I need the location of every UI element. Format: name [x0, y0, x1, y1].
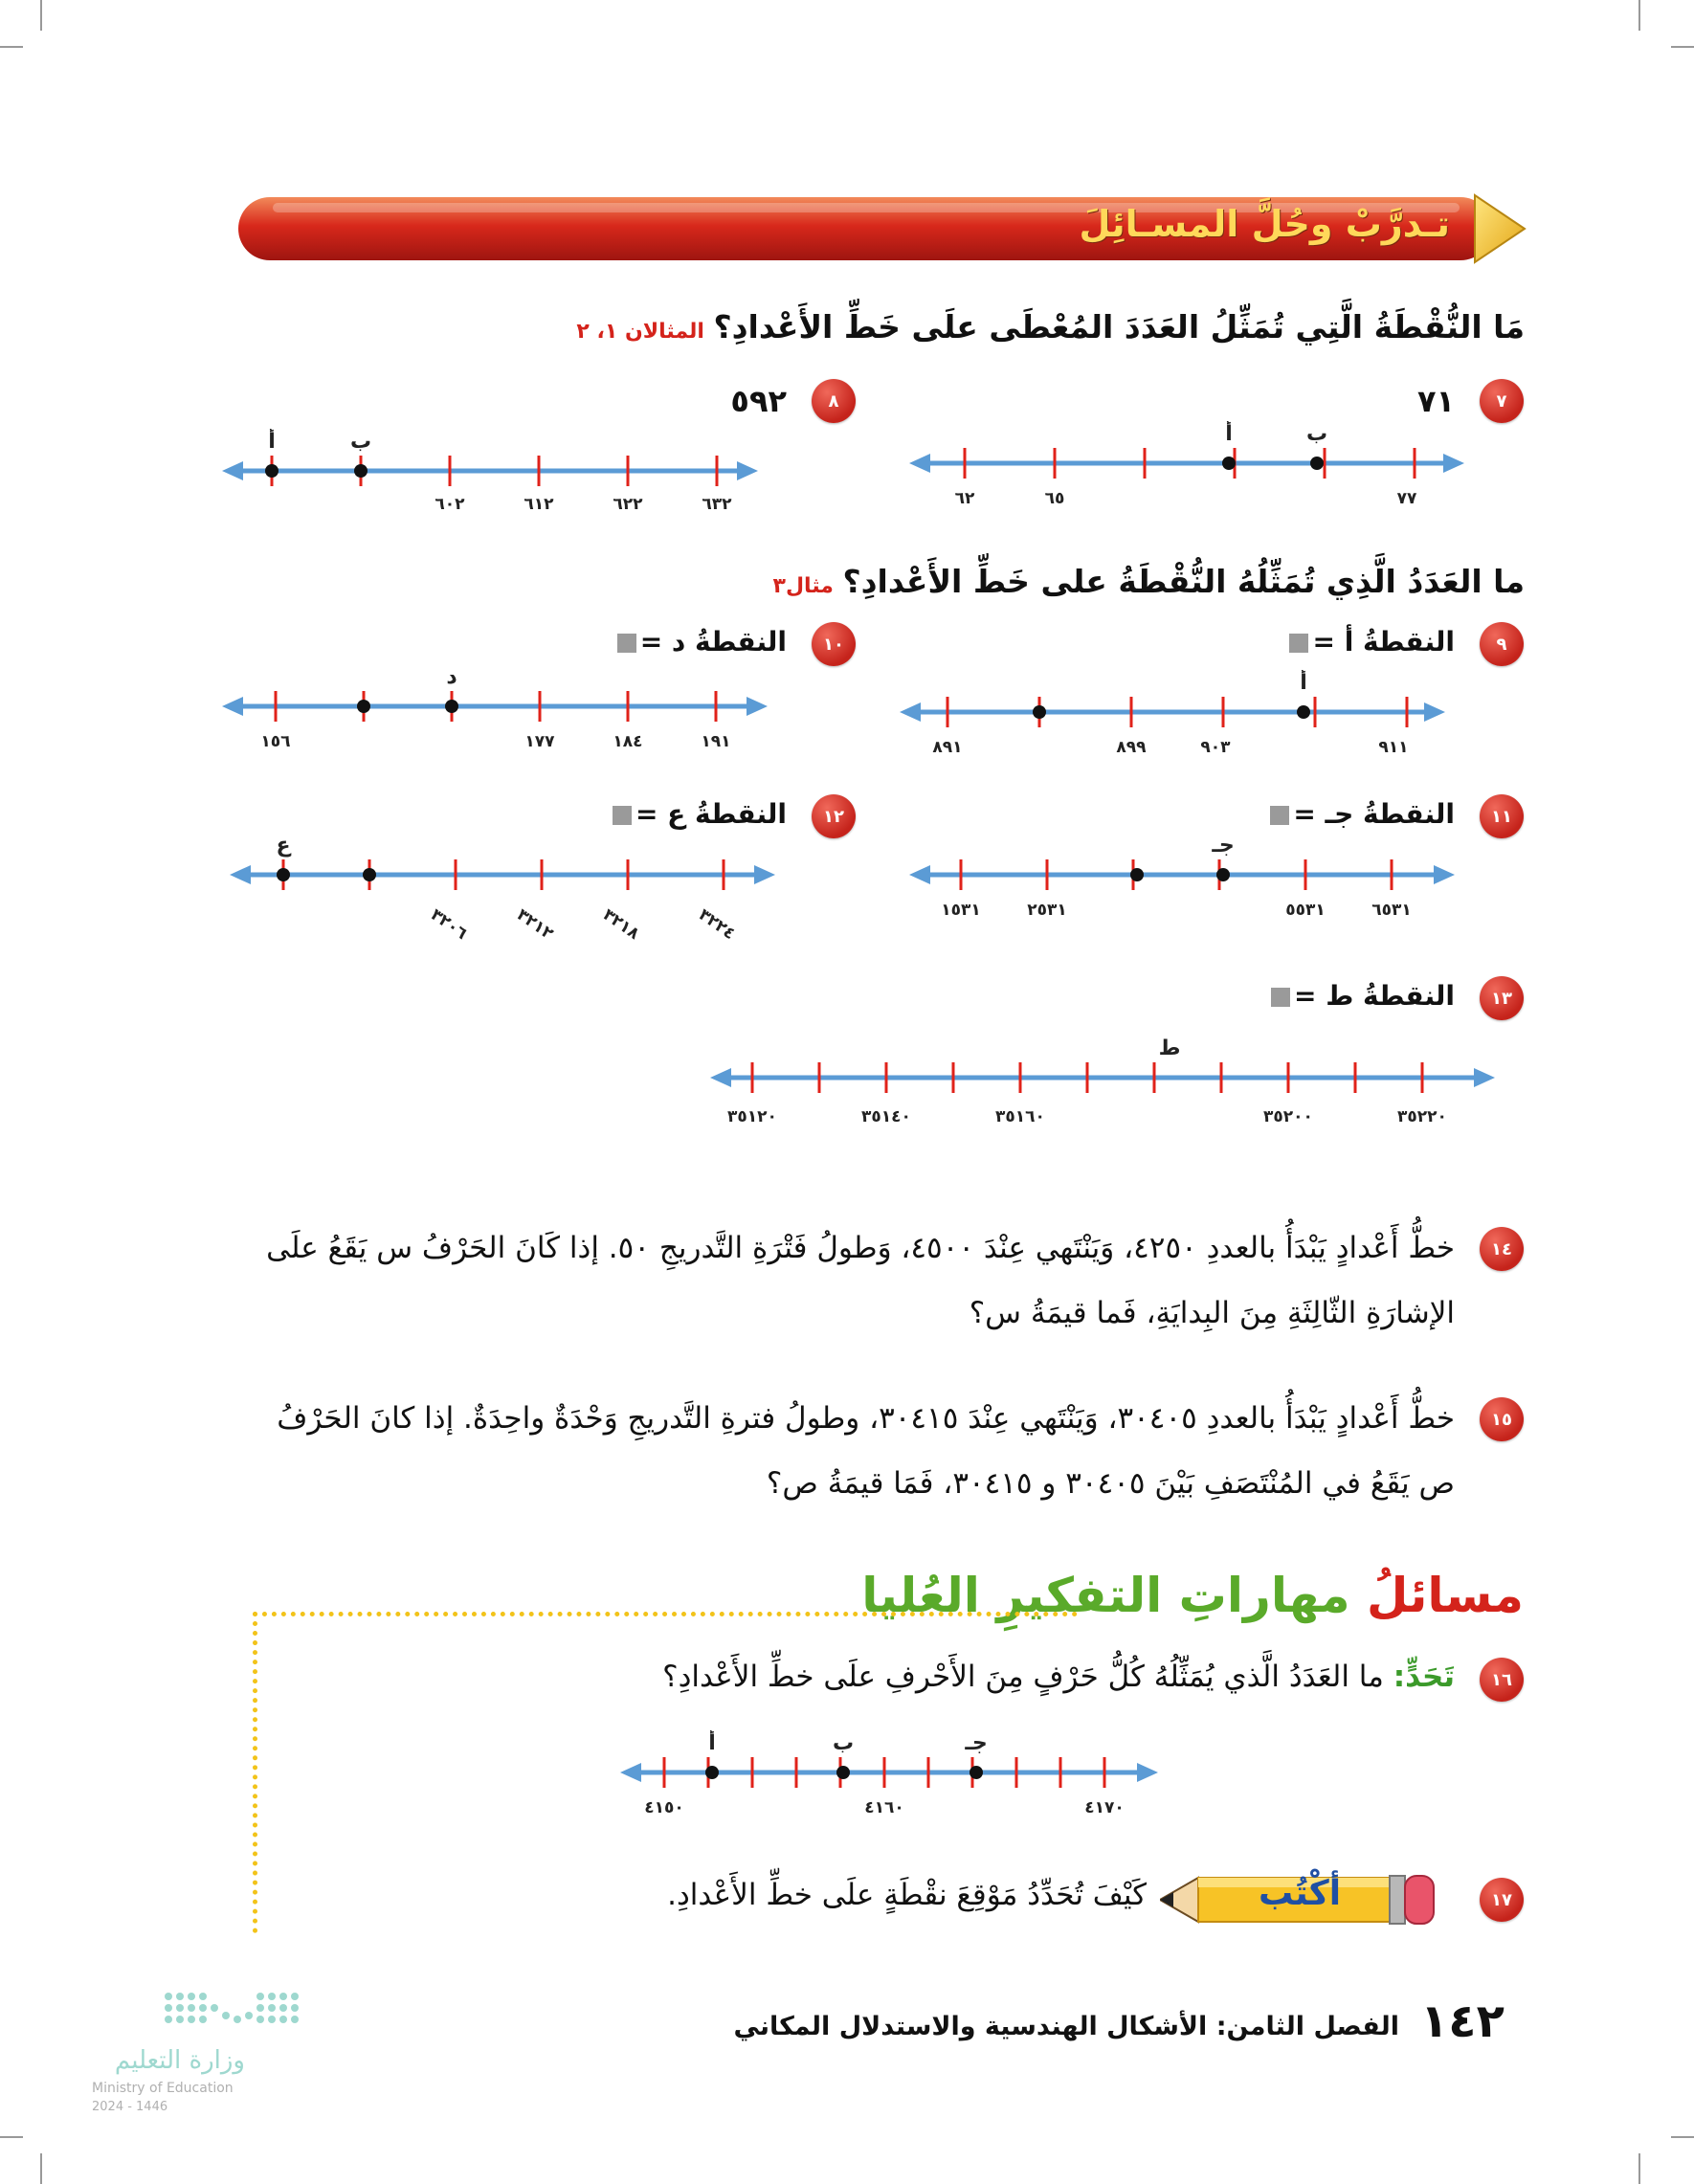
answer-box: [613, 806, 632, 825]
point-question-label: النقطةُ جـ =: [1293, 798, 1455, 830]
tick-label: ١٥٦: [260, 732, 291, 751]
exercise-number-badge: ٧: [1480, 379, 1524, 423]
paragraph-line: الإشارَةِ الثّالِثَةِ مِنَ البِدايَةِ، فَما قيمَةُ س؟: [969, 1296, 1455, 1330]
tick-label: ٣٥٢٢٠: [1397, 1107, 1447, 1126]
tick-label: ٣٢١٢: [513, 904, 557, 945]
tick-label: ٦٢٢: [613, 495, 643, 514]
point-label: ط: [1158, 1036, 1181, 1060]
number-line-13: [710, 1036, 1495, 1141]
tick-label: ٧٧: [1396, 489, 1417, 508]
dotted-border: [253, 1612, 257, 1933]
point-question-label: النقطةُ أ =: [1312, 626, 1455, 657]
tick-label: ٩١١: [1378, 738, 1409, 757]
section-banner: [234, 189, 1527, 268]
exercise-number-badge: ٨: [812, 379, 856, 423]
answer-box: [1271, 988, 1290, 1007]
section-heading-text: مَا النُّقْطَةُ الَّتِي تُمَثِّلُ العَدَدَ المُعْطَى علَى خَطِّ الأَعْدادِ؟: [713, 308, 1525, 345]
tick-label: ١٧٧: [524, 732, 555, 751]
exercise-13-prompt: [1267, 980, 1455, 1012]
point-question-label: النقطةُ ط =: [1294, 980, 1455, 1012]
crop-mark: [0, 46, 23, 48]
tick-label: ٤١٦٠: [864, 1798, 904, 1817]
page-number: ١٤٢: [1420, 1995, 1505, 2048]
exercise-number-badge: ١٦: [1480, 1658, 1524, 1702]
paragraph-line: ص يَقَعُ في المُنْتَصَفِ بَيْنَ ٣٠٤٠٥ و ٣٠٤١٥، فَمَا قيمَةُ ص؟: [766, 1466, 1455, 1501]
pencil-write-label: [1160, 1868, 1438, 1931]
logo-arabic: وزارة التعليم: [114, 2046, 245, 2075]
crop-mark: [1671, 2136, 1694, 2138]
tick-label: ٣٥١٤٠: [861, 1107, 911, 1126]
write-label: أكْتُب: [1258, 1874, 1342, 1913]
point-label: ع: [276, 834, 291, 858]
logo-dots-icon: [92, 1987, 322, 2044]
number-line-9: [900, 670, 1445, 766]
tick-label: ٣٥١٦٠: [995, 1107, 1045, 1126]
point-label: أ: [268, 430, 276, 454]
example-reference: المثالان ١، ٢: [576, 320, 704, 344]
number-line-16: [620, 1730, 1158, 1826]
tick-label: ٤١٧٠: [1084, 1798, 1125, 1817]
tick-label: ٩٠٣: [1200, 738, 1231, 757]
exercise-7-prompt: ٧١: [1416, 383, 1455, 419]
tick-label: ٣٢١٨: [599, 904, 643, 945]
crop-mark: [40, 0, 42, 31]
tick-label: ٦٠٢: [435, 495, 465, 514]
tick-label: ٣٢٠٦: [427, 904, 471, 945]
crop-mark: [40, 2153, 42, 2184]
section-heading: [137, 563, 1525, 600]
exercise-16-prompt: [258, 1660, 1455, 1694]
tick-label: ١٨٤: [613, 732, 643, 751]
tick-label: ١٩١: [701, 732, 731, 751]
logo-english: Ministry of Education: [92, 2081, 234, 2096]
point-label: ب: [832, 1731, 855, 1755]
tick-label: ٦٢: [954, 489, 975, 508]
point-label: جـ: [1212, 834, 1235, 858]
challenge-label: تَحَدٍّ:: [1393, 1660, 1455, 1694]
challenge-text: ما العَدَدُ الَّذي يُمَثِّلُهُ كُلُّ حَرْفٍ مِنَ الأَحْرفِ علَى خطِّ الأَعْدادِ؟: [662, 1660, 1384, 1694]
number-line-11: [909, 833, 1455, 928]
number-line-8: [222, 429, 758, 524]
tick-label: ٤١٥٠: [644, 1798, 684, 1817]
hots-title-green: مهاراتِ التفكيرِ العُليا: [861, 1568, 1350, 1623]
paragraph-line: خطُّ أَعْدادٍ يَبْدَأُ بالعددِ ٣٠٤٠٥، وَيَنْتَهي عِنْدَ ٣٠٤١٥، وطولُ فترةِ التَّدريجِ وَحْدَةٌ واحِدَةٌ. إذا كانَ الحَرْفُ: [277, 1401, 1455, 1436]
answer-box: [1270, 806, 1289, 825]
answer-box: [1289, 634, 1308, 653]
hots-title-red: مسائلُ: [1366, 1568, 1524, 1623]
point-label: أ: [1225, 422, 1233, 446]
section-heading: [137, 308, 1525, 345]
exercise-17-prompt: كَيْفَ تُحَدِّدُ مَوْقِعَ نقْطَةٍ علَى خطِّ الأَعْدادِ.: [667, 1878, 1147, 1912]
dotted-border: [253, 1612, 1078, 1616]
exercise-9-prompt: [1285, 626, 1455, 657]
tick-label: ٨٩٩: [1116, 738, 1147, 757]
crop-mark: [1671, 46, 1694, 48]
point-label: ب: [349, 430, 372, 454]
point-question-label: النقطةُ د =: [639, 626, 787, 657]
exercise-number-badge: ١٠: [812, 622, 856, 666]
point-label: أ: [708, 1731, 716, 1755]
number-line-10: [222, 664, 768, 760]
tick-label: ٣٥١٢٠: [727, 1107, 777, 1126]
number-line-12: [230, 833, 775, 967]
example-reference: مثال٣: [772, 574, 834, 598]
point-label: أ: [1300, 671, 1307, 695]
exercise-15-text: [211, 1386, 1455, 1516]
banner-title: تـدرَّبْ وحُلَّ المسـائِلَ: [1079, 203, 1450, 245]
exercise-number-badge: ٩: [1480, 622, 1524, 666]
tick-label: ٦٥: [1044, 489, 1065, 508]
exercise-number-badge: ١٢: [812, 794, 856, 838]
exercise-number-badge: ١٥: [1480, 1397, 1524, 1441]
exercise-10-prompt: [613, 626, 787, 657]
tick-label: ١٥٣١: [941, 901, 981, 920]
tick-label: ٦٣٢: [702, 495, 732, 514]
ministry-logo: [92, 1987, 322, 2130]
tick-label: ٦٥٣١: [1371, 901, 1412, 920]
exercise-number-badge: ١٤: [1480, 1227, 1524, 1271]
crop-mark: [1638, 2153, 1640, 2184]
paragraph-line: خطُّ أَعْدادٍ يَبْدَأُ بالعددِ ٤٢٥٠، وَيَنْتَهي عِنْدَ ٤٥٠٠، وَطولُ فَتْرَةِ التَّدريجِ ٥٠. إذا كَانَ الحَرْفُ س يَقَعُ علَى: [266, 1231, 1455, 1265]
chapter-title: الفصل الثامن: الأشكال الهندسية والاستدلال المكاني: [733, 2012, 1399, 2041]
crop-mark: [0, 2136, 23, 2138]
point-label: ب: [1305, 422, 1328, 446]
crop-mark: [1638, 0, 1640, 31]
number-line-7: [909, 421, 1464, 526]
tick-label: ٨٩١: [932, 738, 963, 757]
exercise-number-badge: ١١: [1480, 794, 1524, 838]
tick-label: ٥٥٣١: [1285, 901, 1326, 920]
section-heading-text: ما العَدَدُ الَّذِي تُمَثِّلُهُ النُّقْطَةُ على خَطِّ الأَعْدادِ؟: [842, 563, 1525, 600]
tick-label: ٢٥٣١: [1027, 901, 1067, 920]
exercise-12-prompt: [609, 798, 787, 830]
point-label: جـ: [965, 1731, 988, 1755]
tick-label: ٣٥٢٠٠: [1263, 1107, 1313, 1126]
tick-label: ٣٢٢٤: [695, 904, 739, 945]
exercise-14-text: [211, 1215, 1455, 1346]
exercise-8-prompt: ٥٩٢: [730, 383, 787, 419]
exercise-number-badge: ١٣: [1480, 976, 1524, 1020]
answer-box: [617, 634, 636, 653]
tick-label: ٦١٢: [524, 495, 554, 514]
logo-year: 2024 - 1446: [92, 2100, 168, 2114]
exercise-number-badge: ١٧: [1480, 1878, 1524, 1922]
point-label: د: [446, 665, 457, 689]
point-question-label: النقطةُ ع =: [635, 798, 787, 830]
exercise-11-prompt: [1266, 798, 1455, 830]
